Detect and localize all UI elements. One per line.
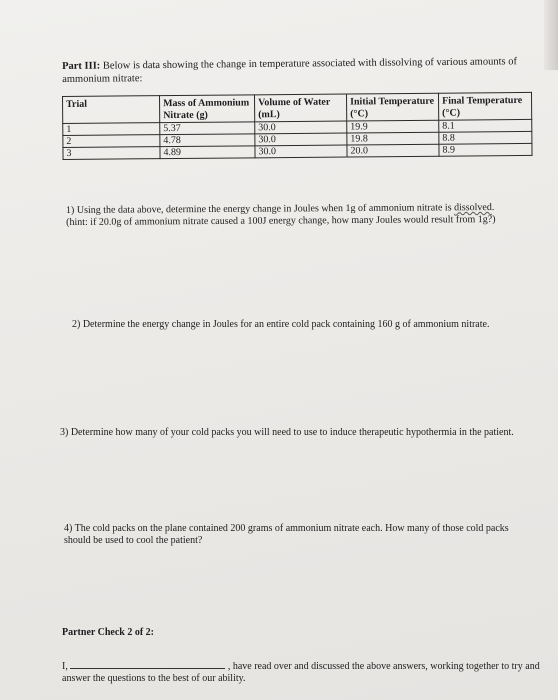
cell-mass: 4.89 xyxy=(160,146,255,159)
table-header-row xyxy=(63,92,532,123)
cell-volume: 30.0 xyxy=(255,133,347,146)
name-blank[interactable] xyxy=(70,660,225,669)
cell-final: 8.9 xyxy=(439,143,532,156)
cell-initial: 19.9 xyxy=(347,120,439,133)
cell-mass: 4.78 xyxy=(160,134,255,147)
cell-volume: 30.0 xyxy=(255,121,347,134)
cell-volume: 30.0 xyxy=(255,145,347,158)
question-1-text-b: . (hint: if 20.0g of ammonium nitrate caused a 100J energy change, how many Joules would result from 1g?) xyxy=(66,202,496,228)
header-trial: Trial xyxy=(63,96,160,124)
question-1 xyxy=(66,202,516,229)
cell-initial: 20.0 xyxy=(347,144,439,157)
header-volume: Volume of Water (mL) xyxy=(254,94,346,122)
statement-prefix: I, xyxy=(62,661,68,672)
question-2: 2) Determine the energy change in Joules for an entire cold pack containing 160 g of ammonium nitrate. xyxy=(72,319,490,330)
header-mass: Mass of Ammonium Nitrate (g) xyxy=(160,95,255,123)
cell-trial: 3 xyxy=(63,147,160,160)
part-label: Part III: xyxy=(62,60,101,72)
question-3: 3) Determine how many of your cold packs you will need to use to induce therapeutic hypothermia in the patient. xyxy=(60,427,514,438)
cell-final: 8.1 xyxy=(439,119,532,132)
page-edge xyxy=(544,0,558,70)
part-intro xyxy=(62,55,532,86)
part-text: Below is data showing the change in temperature associated with dissolving of various amounts of ammonium nitrate: xyxy=(62,56,518,85)
header-final-temp: Final Temperature (°C) xyxy=(438,92,531,120)
header-initial-temp: Initial Temperature (°C) xyxy=(346,93,438,121)
partner-check-heading: Partner Check 2 of 2: xyxy=(62,627,155,638)
cell-initial: 19.8 xyxy=(347,132,439,145)
question-4: 4) The cold packs on the plane contained 200 grams of ammonium nitrate each. How many of those cold packs should be used to cool the patient? xyxy=(64,523,509,546)
question-1-emph: dissolved xyxy=(454,202,492,214)
partner-statement xyxy=(62,660,542,685)
cell-mass: 5.37 xyxy=(160,122,255,135)
cell-trial: 2 xyxy=(63,135,160,148)
question-1-text-a: 1) Using the data above, determine the energy change in Joules when 1g of ammonium nitrate is xyxy=(66,202,455,216)
cell-final: 8.8 xyxy=(439,131,532,144)
data-table xyxy=(62,92,533,160)
cell-trial: 1 xyxy=(63,123,160,136)
statement-text: , have read over and discussed the above answers, working together to try and answer the questions to the best of our ability. xyxy=(62,661,540,684)
